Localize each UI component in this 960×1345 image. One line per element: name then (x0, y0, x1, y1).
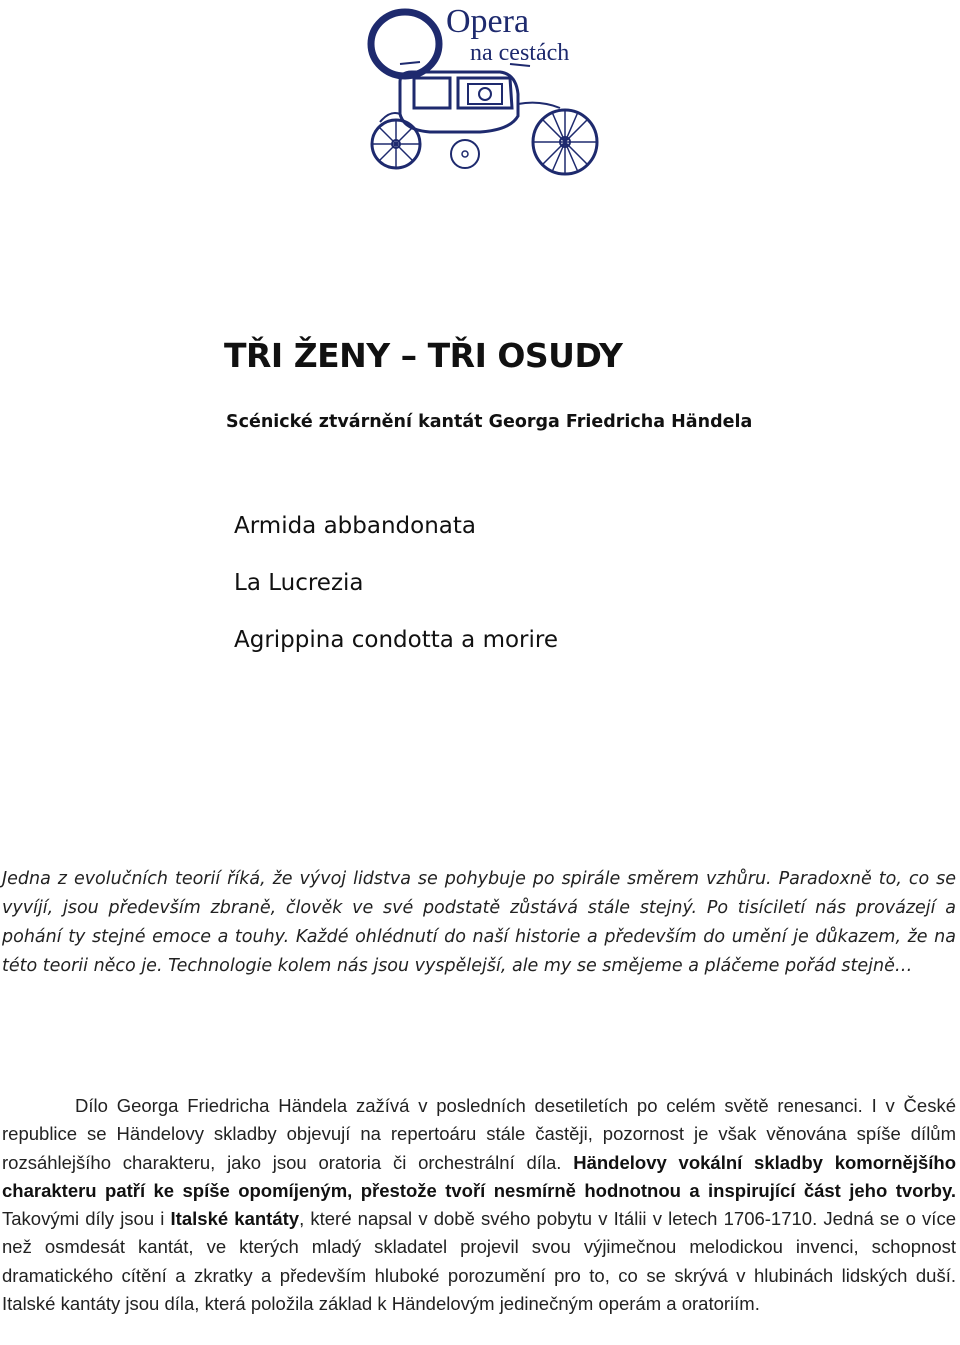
carriage-logo-graphic (360, 4, 610, 184)
cantata-item: Armida abbandonata (234, 513, 477, 539)
logo-text-na-cestach: na cestách (470, 40, 570, 66)
body-paragraph (2, 1092, 956, 1318)
cantata-item: Agrippina condotta a morire (234, 627, 558, 653)
cantata-list (234, 510, 558, 681)
logo-text-opera: Opera (446, 4, 530, 40)
page-title: TŘI ŽENY – TŘI OSUDY (224, 336, 623, 375)
body-text-part: Takovými díly jsou i (2, 1208, 171, 1230)
intro-paragraph: Jedna z evolučních teorií říká, že vývoj lidstva se pohybuje po spirále směrem vzhůru. Paradoxně to, co se vyvíjí, jsou především zbraně, člověk ve své podstatě zůstává stále stejný. Po tisíciletí nás provázejí a pohání ty stejné emoce a touhy. Každé ohlédnutí do naší historie a především do umění je důkazem, že na této teorii něco je. Technologie kolem nás jsou vyspělejší, ale my se smějeme a pláčeme pořád stejně… (2, 869, 956, 976)
body-text-part: Dílo Georga Friedricha Händela zažívá v posledních desetiletích po celém světě renesanci. I v České republice se Händelovy skladby objevují na repertoáru stále častěji, pozornost je však věnována spíše dílům rozsáhlejšího charakteru, jako jsou oratoria či orchestrální díla. (2, 1095, 956, 1173)
body-text-part: , které napsal v době svého pobytu v Itálii v letech 1706-1710. Jedná se o více než osmdesát kantát, ve kterých mladý skladatel projevil svou výjimečnou melodickou invenci, schopnost dramatického cítění a zkratky a především hluboké porozumění pro to, co se skrývá v hlubinách lidských duší. Italské kantáty jsou díla, která položila základ k Händelovým jedinečným operám a oratoriím. (2, 1208, 956, 1315)
body-text-bold: Händelovy vokální skladby komornějšího charakteru patří ke spíše opomíjeným, přestože tvoří nesmírně hodnotnou a inspirující část jeho tvorby. (2, 1151, 956, 1201)
opera-na-cestach-logo (360, 4, 610, 184)
cantata-item: La Lucrezia (234, 570, 364, 596)
page-subtitle: Scénické ztvárnění kantát Georga Friedricha Händela (226, 412, 753, 432)
body-text-bold: Italské kantáty (170, 1208, 300, 1230)
